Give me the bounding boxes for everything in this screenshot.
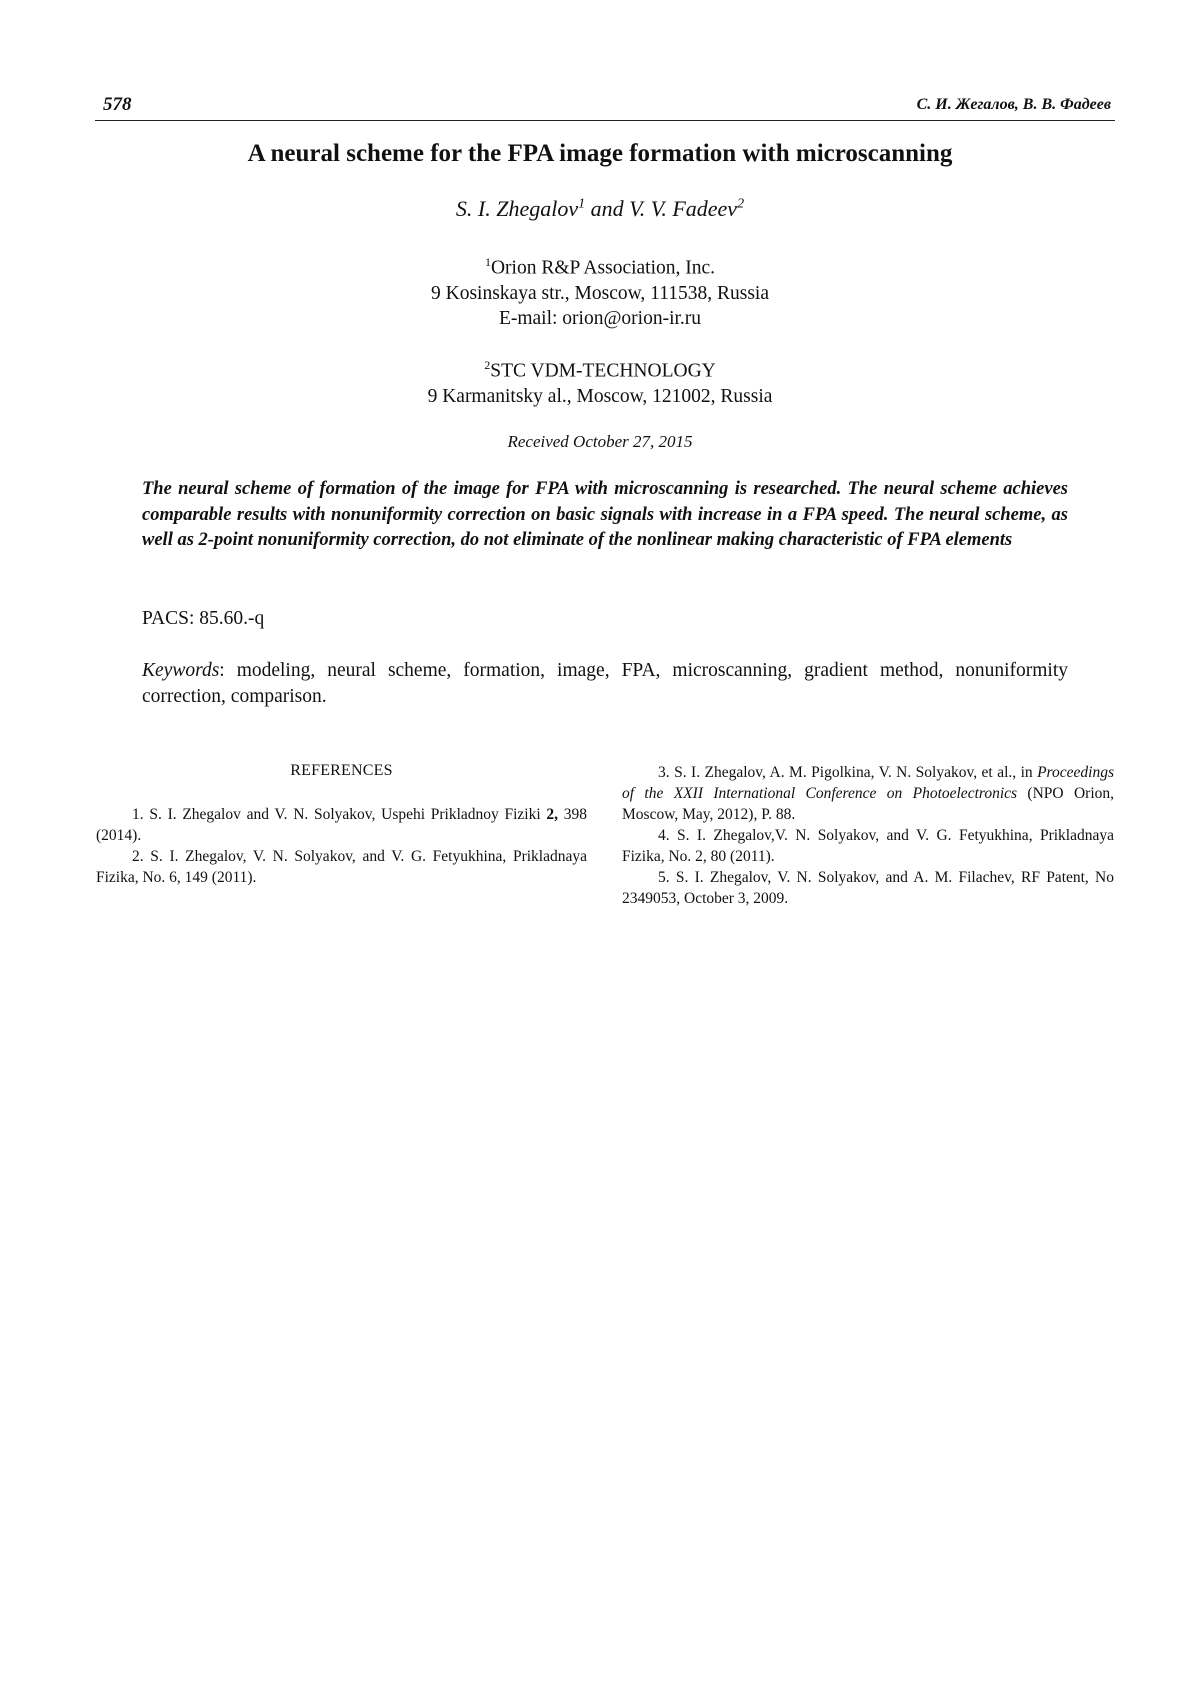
author-line xyxy=(0,196,1200,222)
affiliation-1-name: Orion R&P Association, Inc. xyxy=(490,257,716,279)
reference-item xyxy=(622,825,1114,867)
affiliation-2-mark: 2 xyxy=(484,358,491,372)
pacs-code: PACS: 85.60.-q xyxy=(142,608,265,629)
keywords xyxy=(142,658,1068,710)
abstract: The neural scheme of formation of the image for FPA with microscanning is researched. The neural scheme achieves comparable results with nonuniformity correction on basic signals with increase in a FPA speed. The neural scheme, as well as 2-point nonuniformity correction, do not eliminate of the nonlinear making characteristic of FPA elements xyxy=(142,479,1068,550)
reference-1-text: 1. S. I. Zhegalov and V. N. Solyakov, Uspehi Prikladnoy Fiziki xyxy=(132,806,547,823)
author-joiner: and xyxy=(585,196,630,221)
references-column-right xyxy=(622,762,1114,909)
keywords-label: Keywords xyxy=(142,660,220,681)
affiliation-1 xyxy=(0,250,1200,331)
affiliation-2-address: 9 Karmanitsky al., Moscow, 121002, Russia xyxy=(427,385,773,407)
reference-2-text: 2. S. I. Zhegalov, V. N. Solyakov, and V. G. Fetyukhina, Prikladnaya Fizika, No. 6, 149 (2011). xyxy=(96,848,587,886)
affiliation-1-address: 9 Kosinskaya str., Moscow, 111538, Russia xyxy=(431,282,769,304)
references-column-left xyxy=(96,760,587,888)
author-2: V. V. Fadeev xyxy=(629,196,738,221)
author-1-affiliation-mark: 1 xyxy=(578,196,586,212)
reference-item xyxy=(622,762,1114,825)
author-1: S. I. Zhegalov xyxy=(455,196,579,221)
received-date: Received October 27, 2015 xyxy=(507,432,693,451)
reference-3-tail: (NPO Orion, Moscow, May, 2012), P. 88. xyxy=(622,785,1114,823)
page-number: 578 xyxy=(103,94,132,115)
author-2-affiliation-mark: 2 xyxy=(737,196,745,212)
affiliation-1-mark: 1 xyxy=(484,255,491,269)
reference-3-title: Proceedings of the XXII International Conference on Photoelectronics xyxy=(622,764,1114,802)
reference-1-tail: 398 (2014). xyxy=(96,806,588,844)
affiliation-2-name: STC VDM-TECHNOLOGY xyxy=(490,360,716,382)
keywords-text: : modeling, neural scheme, formation, image, FPA, microscanning, gradient method, nonuniformity correction, comparison. xyxy=(142,660,1068,707)
reference-3-text: 3. S. I. Zhegalov, A. M. Pigolkina, V. N. Solyakov, et al., in xyxy=(658,764,1038,781)
reference-1-volume: 2, xyxy=(546,806,559,823)
running-header xyxy=(95,90,1115,121)
running-authors: С. И. Жегалов, В. В. Фадеев xyxy=(916,96,1111,113)
affiliation-1-email: E-mail: orion@orion-ir.ru xyxy=(498,307,702,329)
article-title: A neural scheme for the FPA image formation with microscanning xyxy=(247,140,953,167)
reference-4-text: 4. S. I. Zhegalov,V. N. Solyakov, and V. G. Fetyukhina, Prikladnaya Fizika, No. 2, 80 (2011). xyxy=(622,827,1114,865)
reference-item xyxy=(622,867,1114,909)
affiliation-2 xyxy=(0,353,1200,409)
reference-5-text: 5. S. I. Zhegalov, V. N. Solyakov, and A. M. Filachev, RF Patent, No 2349053, October 3, 2009. xyxy=(622,869,1114,907)
reference-item xyxy=(96,804,587,846)
reference-item xyxy=(96,846,587,888)
references-heading: REFERENCES xyxy=(290,762,393,779)
